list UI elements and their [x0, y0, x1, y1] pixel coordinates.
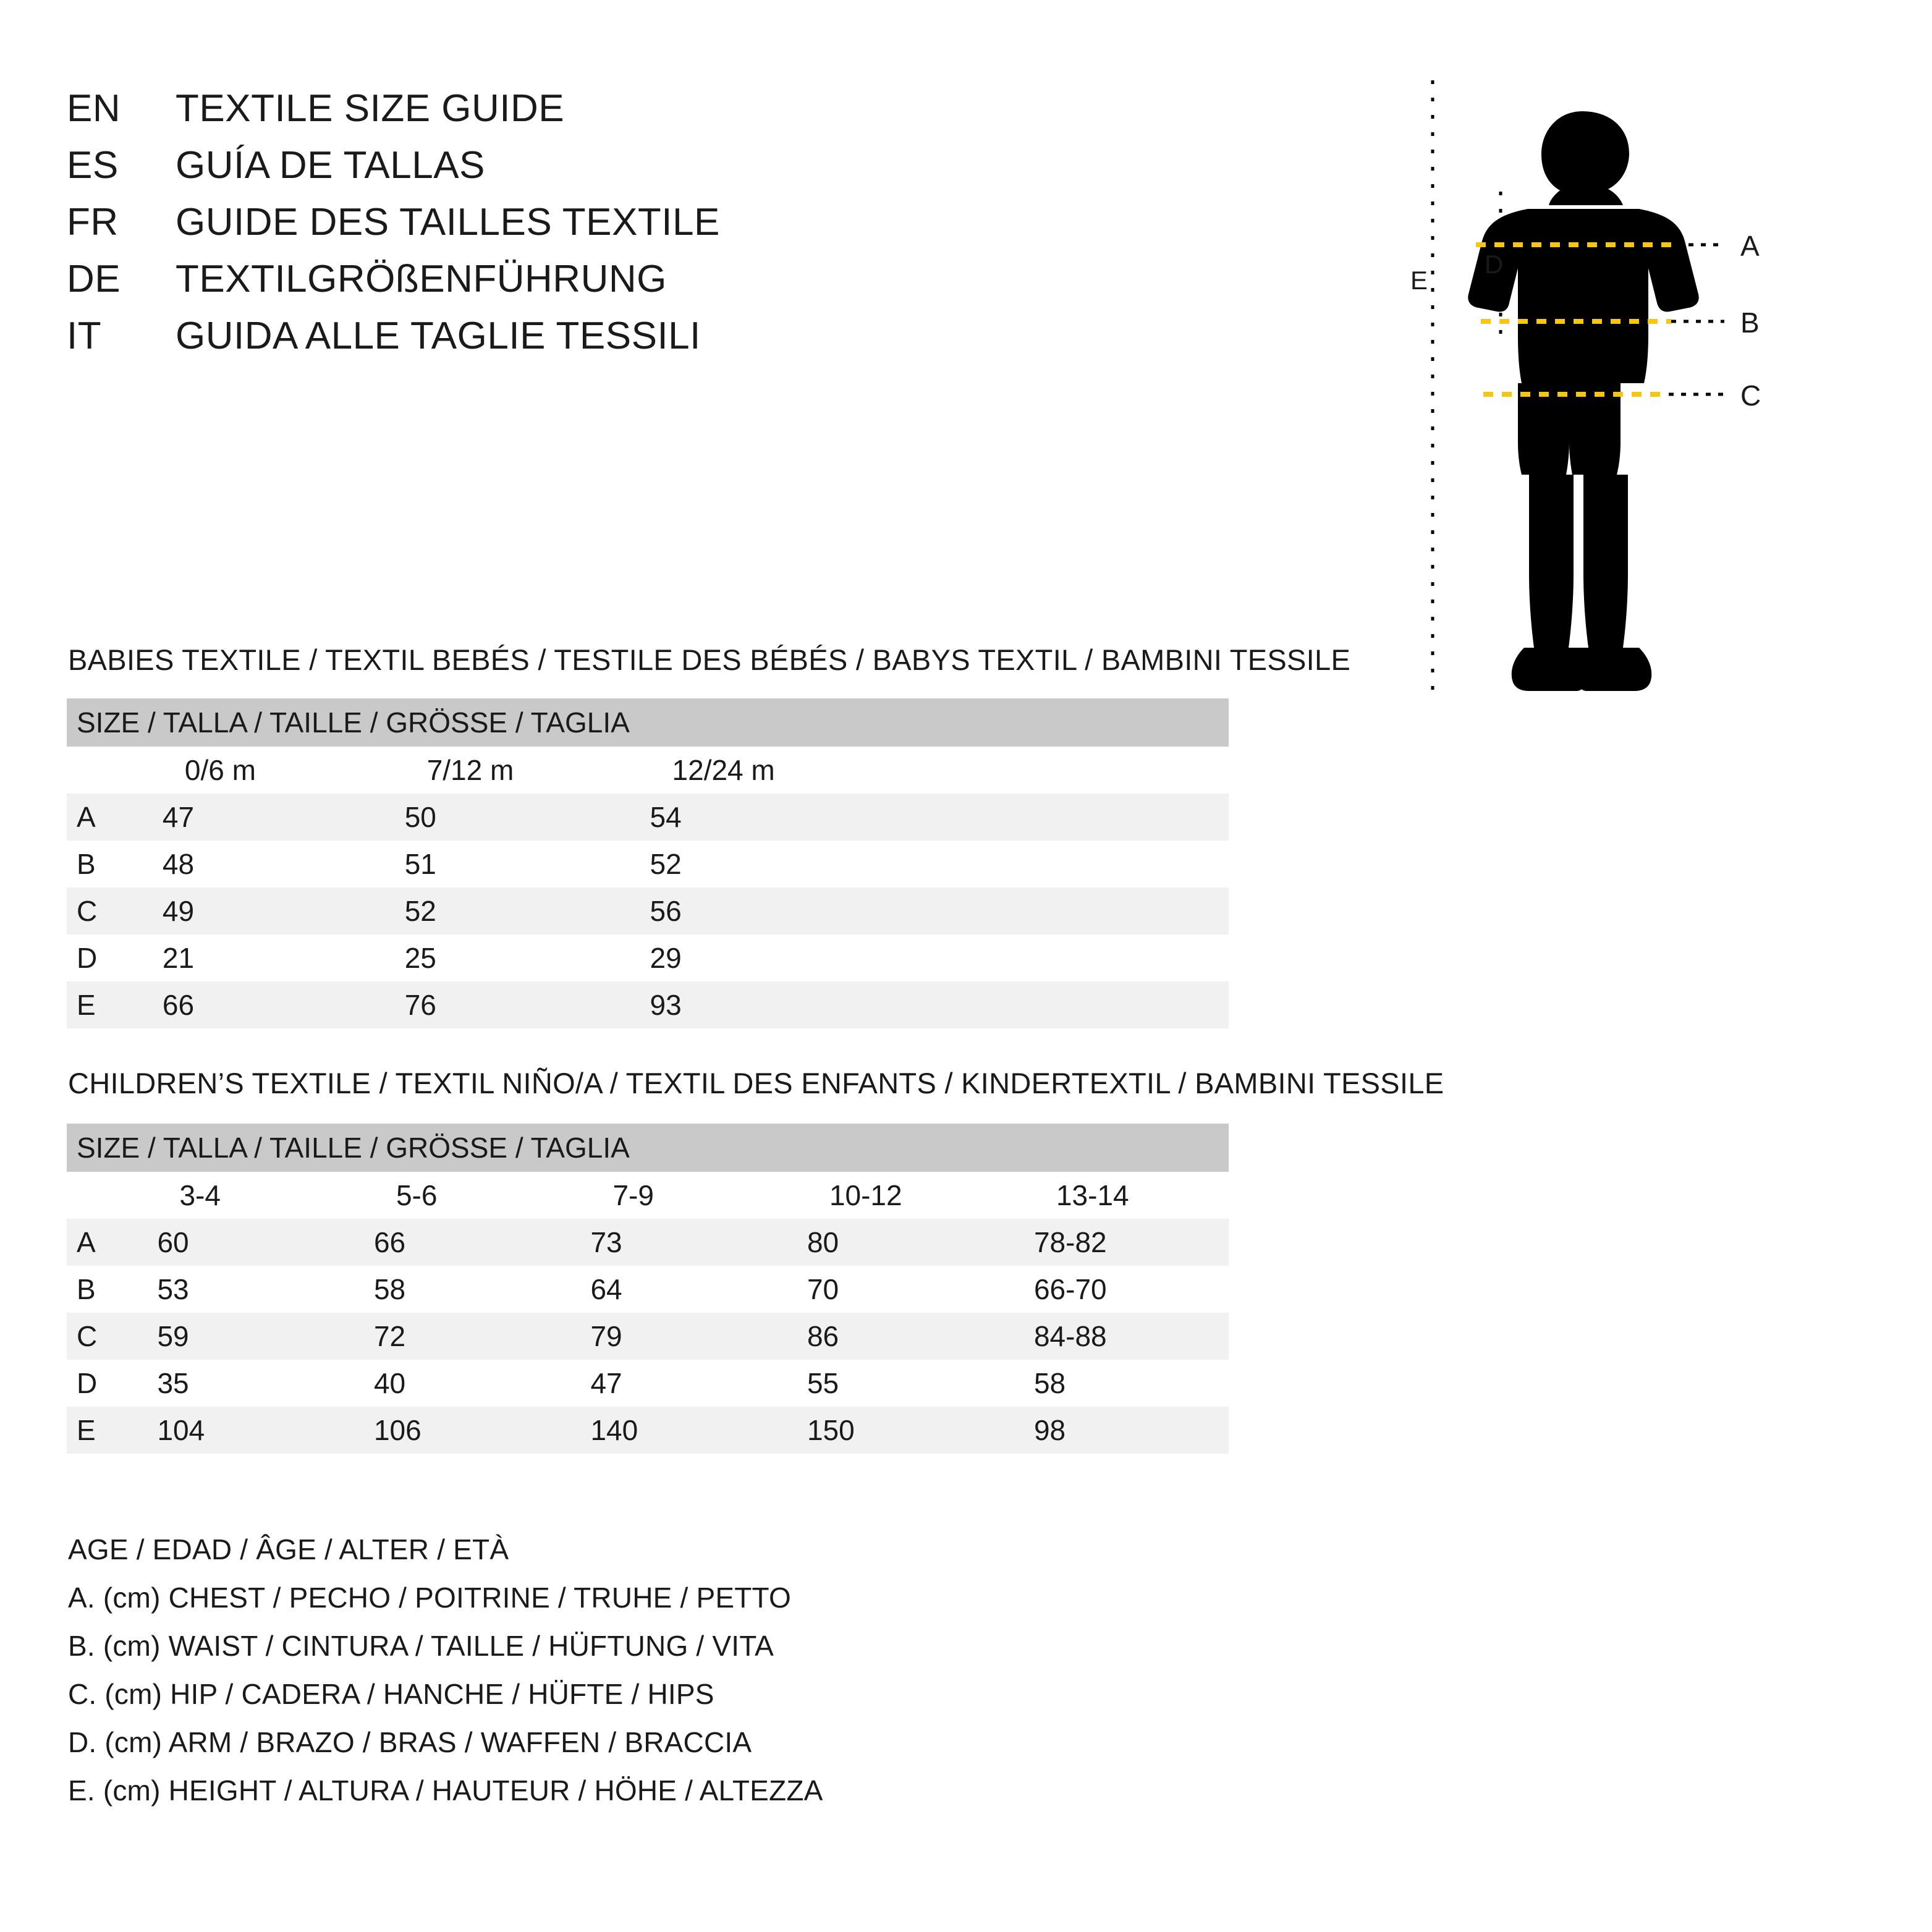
children-size-table [67, 1124, 1229, 1454]
children-col-2: 7-9 [558, 1172, 775, 1219]
figure-marker-c: C [1740, 379, 1761, 412]
legend-chest: A. (cm) CHEST / PECHO / POITRINE / TRUHE / PETTO [68, 1582, 791, 1614]
table-row [67, 841, 1229, 888]
child-silhouette [1468, 111, 1698, 691]
babies-a-0: 47 [130, 794, 373, 841]
table-row [67, 888, 1229, 934]
language-code-fr: FR [67, 201, 119, 244]
children-d-1: 40 [342, 1360, 559, 1407]
children-d-2: 47 [558, 1360, 775, 1407]
children-c-3: 86 [775, 1313, 1002, 1360]
children-c-0: 59 [125, 1313, 342, 1360]
table-row [67, 1407, 1229, 1454]
children-e-4: 98 [1002, 1407, 1229, 1454]
children-b-4: 66-70 [1002, 1266, 1229, 1313]
babies-e-2: 93 [618, 981, 1229, 1028]
children-b-0: 53 [125, 1266, 342, 1313]
children-col-3: 10-12 [775, 1172, 1002, 1219]
figure-marker-d: D [1485, 250, 1504, 279]
children-c-4: 84-88 [1002, 1313, 1229, 1360]
babies-e-0: 66 [130, 981, 373, 1028]
figure-marker-b: B [1740, 307, 1760, 339]
children-b-2: 64 [558, 1266, 775, 1313]
babies-column-row [67, 747, 1229, 794]
language-text-fr: GUIDE DES TAILLES TEXTILE [176, 201, 720, 244]
children-e-2: 140 [558, 1407, 775, 1454]
language-text-en: TEXTILE SIZE GUIDE [176, 87, 565, 130]
children-e-3: 150 [775, 1407, 1002, 1454]
table-row [67, 934, 1229, 981]
figure-marker-e: E [1410, 266, 1428, 295]
children-e-1: 106 [342, 1407, 559, 1454]
measurement-figure [1397, 74, 1891, 779]
children-a-2: 73 [558, 1219, 775, 1266]
babies-table-header: SIZE / TALLA / TAILLE / GRÖSSE / TAGLIA [67, 698, 1229, 747]
measurement-legend [68, 1533, 1304, 1822]
language-text-it: GUIDA ALLE TAGLIE TESSILI [176, 315, 701, 357]
children-row-label-e: E [67, 1407, 125, 1454]
table-row [67, 1313, 1229, 1360]
legend-height: E. (cm) HEIGHT / ALTURA / HAUTEUR / HÖHE / ALTEZZA [68, 1774, 823, 1807]
children-section-title: CHILDREN’S TEXTILE / TEXTIL NIÑO/A / TEXTIL DES ENFANTS / KINDERTEXTIL / BAMBINI TESSILE [68, 1067, 1444, 1099]
children-row-label-a: A [67, 1219, 125, 1266]
children-b-1: 58 [342, 1266, 559, 1313]
babies-col-1: 7/12 m [373, 747, 618, 794]
language-code-it: IT [67, 315, 102, 357]
legend-arm: D. (cm) ARM / BRAZO / BRAS / WAFFEN / BRACCIA [68, 1726, 752, 1758]
children-c-1: 72 [342, 1313, 559, 1360]
babies-row-label-e: E [67, 981, 130, 1028]
children-b-3: 70 [775, 1266, 1002, 1313]
children-e-0: 104 [125, 1407, 342, 1454]
table-row [67, 981, 1229, 1028]
table-row [67, 794, 1229, 841]
babies-size-table [67, 698, 1229, 1028]
table-header-row [67, 1124, 1229, 1172]
babies-c-1: 52 [373, 888, 618, 934]
children-col-4: 13-14 [1002, 1172, 1229, 1219]
children-a-3: 80 [775, 1219, 1002, 1266]
language-title-list [67, 87, 1241, 371]
babies-row-label-a: A [67, 794, 130, 841]
table-header-row [67, 698, 1229, 747]
babies-c-0: 49 [130, 888, 373, 934]
spacer-cell [67, 747, 130, 794]
babies-row-label-b: B [67, 841, 130, 888]
language-code-en: EN [67, 87, 121, 130]
language-row-es [67, 143, 1241, 200]
language-row-de [67, 257, 1241, 314]
babies-a-1: 50 [373, 794, 618, 841]
language-text-de: TEXTILGRÖßENFÜHRUNG [176, 258, 667, 300]
children-a-1: 66 [342, 1219, 559, 1266]
language-text-es: GUÍA DE TALLAS [176, 144, 485, 187]
babies-e-1: 76 [373, 981, 618, 1028]
language-row-it [67, 314, 1241, 371]
figure-marker-a: A [1740, 230, 1760, 262]
language-code-es: ES [67, 144, 119, 187]
language-row-fr [67, 200, 1241, 257]
language-code-de: DE [67, 258, 121, 300]
babies-row-label-d: D [67, 934, 130, 981]
legend-waist: B. (cm) WAIST / CINTURA / TAILLE / HÜFTUNG / VITA [68, 1630, 774, 1662]
legend-hip: C. (cm) HIP / CADERA / HANCHE / HÜFTE / HIPS [68, 1678, 714, 1710]
spacer-cell [67, 1172, 125, 1219]
children-row-label-b: B [67, 1266, 125, 1313]
babies-row-label-c: C [67, 888, 130, 934]
children-c-2: 79 [558, 1313, 775, 1360]
babies-section-title: BABIES TEXTILE / TEXTIL BEBÉS / TESTILE DES BÉBÉS / BABYS TEXTIL / BAMBINI TESSILE [68, 643, 1351, 676]
children-row-label-d: D [67, 1360, 125, 1407]
babies-col-0: 0/6 m [130, 747, 373, 794]
children-a-4: 78-82 [1002, 1219, 1229, 1266]
babies-d-0: 21 [130, 934, 373, 981]
babies-c-2: 56 [618, 888, 1229, 934]
table-row [67, 1360, 1229, 1407]
table-row [67, 1219, 1229, 1266]
children-table-header: SIZE / TALLA / TAILLE / GRÖSSE / TAGLIA [67, 1124, 1229, 1172]
children-d-4: 58 [1002, 1360, 1229, 1407]
babies-b-2: 52 [618, 841, 1229, 888]
table-row [67, 1266, 1229, 1313]
babies-a-2: 54 [618, 794, 1229, 841]
children-a-0: 60 [125, 1219, 342, 1266]
babies-col-2: 12/24 m [618, 747, 1229, 794]
children-col-0: 3-4 [125, 1172, 342, 1219]
babies-d-2: 29 [618, 934, 1229, 981]
legend-age: AGE / EDAD / ÂGE / ALTER / ETÀ [68, 1533, 509, 1566]
babies-d-1: 25 [373, 934, 618, 981]
children-d-0: 35 [125, 1360, 342, 1407]
babies-b-0: 48 [130, 841, 373, 888]
children-col-1: 5-6 [342, 1172, 559, 1219]
language-row-en [67, 87, 1241, 143]
children-d-3: 55 [775, 1360, 1002, 1407]
children-row-label-c: C [67, 1313, 125, 1360]
children-column-row [67, 1172, 1229, 1219]
babies-b-1: 51 [373, 841, 618, 888]
